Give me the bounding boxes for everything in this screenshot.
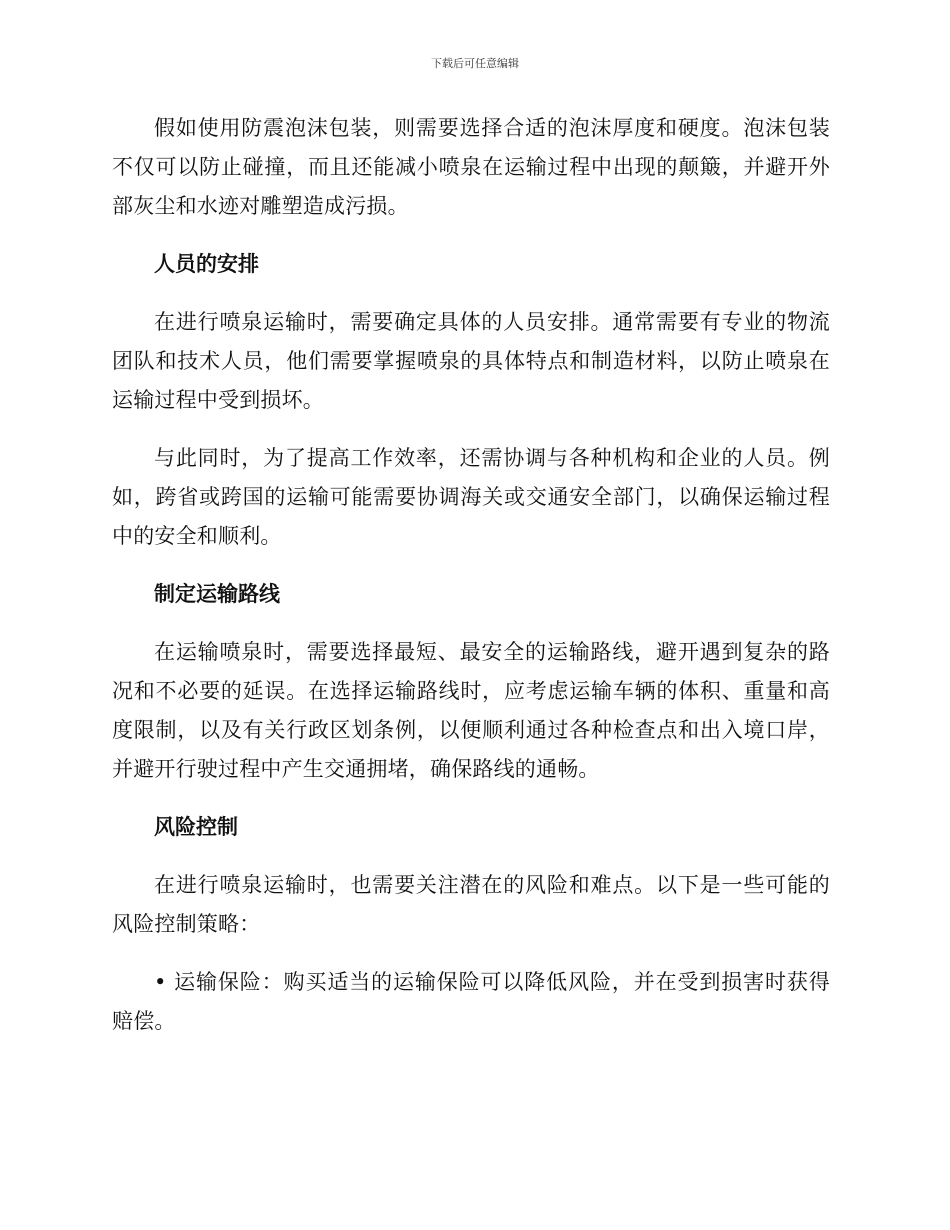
paragraph-risk-intro: 在进行喷泉运输时，也需要关注潜在的风险和难点。以下是一些可能的风险控制策略：	[112, 873, 830, 936]
paragraph-foam-packaging: 假如使用防震泡沫包装，则需要选择合适的泡沫厚度和硬度。泡沫包装不仅可以防止碰撞，而且还能减小喷泉在运输过程中出现的颠簸，并避开外部灰尘和水迹对雕塑造成污损。	[112, 116, 830, 218]
paragraph-coordination: 与此同时，为了提高工作效率，还需协调与各种机构和企业的人员。例如，跨省或跨国的运输可能需要协调海关或交通安全部门，以确保运输过程中的安全和顺利。	[112, 446, 830, 548]
section-heading-route: 制定运输路线	[154, 582, 280, 606]
paragraph-staffing: 在进行喷泉运输时，需要确定具体的人员安排。通常需要有专业的物流团队和技术人员，他们需要掌握喷泉的具体特点和制造材料，以防止喷泉在运输过程中受到损坏。	[112, 310, 830, 412]
section-heading-risk: 风险控制	[154, 815, 238, 839]
section-heading-staffing: 人员的安排	[154, 252, 259, 276]
paragraph-route: 在运输喷泉时，需要选择最短、最安全的运输路线，避开遇到复杂的路况和不必要的延误。在选择运输路线时，应考虑运输车辆的体积、重量和高度限制，以及有关行政区划条例，以便顺利通过各种检查点和出入境口岸，并避开行驶过程中产生交通拥堵，确保路线的通畅。	[112, 640, 830, 781]
document-body	[112, 109, 830, 1060]
page-header-note: 下载后可任意编辑	[431, 57, 519, 70]
list-item-insurance: • 运输保险：购买适当的运输保险可以降低风险，并在受到损害时获得赔偿。	[112, 970, 830, 1033]
